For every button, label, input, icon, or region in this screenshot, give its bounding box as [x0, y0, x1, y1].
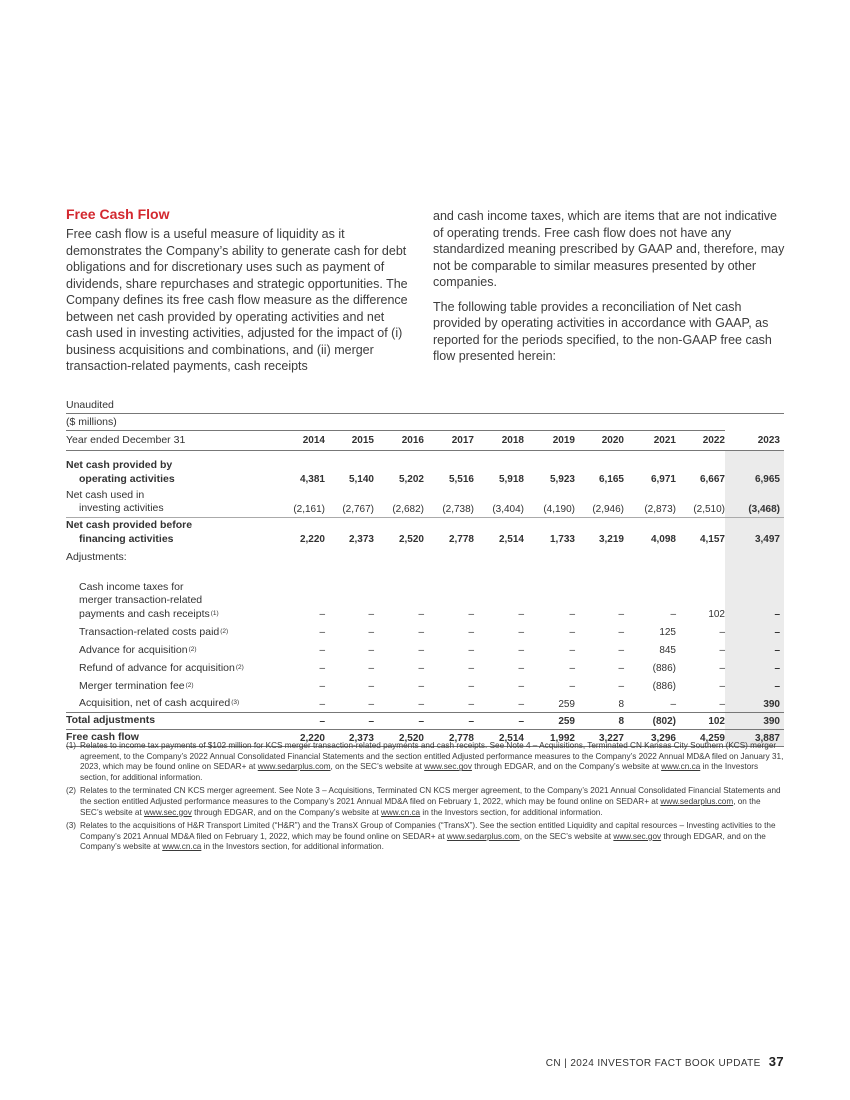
row-label-line [66, 533, 268, 547]
year-header: 2014 [268, 430, 325, 451]
units-label: ($ millions) [66, 416, 117, 428]
footnote-link[interactable]: www.cn.ca [661, 762, 701, 772]
table-header-row [66, 430, 784, 451]
table-cell: 5,202 [398, 474, 424, 485]
row-label [66, 676, 268, 694]
table-cell [325, 547, 374, 565]
footer-text: CN | 2024 INVESTOR FACT BOOK UPDATE [545, 1058, 761, 1069]
table-cell: – [624, 694, 676, 712]
table-cell: – [569, 645, 575, 656]
footnote [66, 786, 784, 818]
footnote-marker: (2) [188, 645, 197, 653]
footnote-text: , on the SEC’s website at [330, 762, 425, 772]
table-row [66, 658, 784, 676]
year-header: 2022 [676, 430, 725, 451]
table-cell: (2,510) [676, 487, 725, 517]
table-cell: 5,923 [549, 474, 575, 485]
table-row [66, 517, 784, 547]
row-label [66, 694, 268, 712]
table-cell: – [319, 609, 325, 620]
table-cell: (3,404) [474, 487, 524, 517]
table-cell: – [569, 681, 575, 692]
table-cell: 3,219 [598, 534, 624, 545]
row-label-line [79, 626, 268, 640]
section-heading: Free Cash Flow [66, 206, 170, 222]
table-cell: (886) [652, 681, 676, 692]
row-label-line [79, 697, 268, 711]
row-label-text: merger transaction-related [79, 594, 203, 606]
table-cell: 5,918 [498, 474, 524, 485]
table-cell: – [618, 627, 624, 638]
row-label-line [66, 459, 268, 473]
row-label [66, 622, 268, 640]
table-cell: – [719, 663, 725, 674]
year-header: 2015 [325, 430, 374, 451]
table-cell: – [518, 627, 524, 638]
table-cell [374, 547, 424, 565]
table-cell: – [725, 622, 784, 640]
table-cell: 8 [575, 712, 624, 729]
table-cell: – [518, 663, 524, 674]
table-row [66, 451, 784, 488]
row-label-text: Advance for acquisition [79, 643, 188, 656]
table-cell: – [268, 694, 325, 712]
table-cell: 6,165 [598, 474, 624, 485]
table-cell: 3,497 [725, 517, 784, 547]
table-cell: – [719, 681, 725, 692]
table-cell: – [325, 712, 374, 729]
row-label-line [79, 644, 268, 658]
table-cell: – [368, 627, 374, 638]
table-cell: – [670, 609, 676, 620]
row-label-line [79, 581, 268, 595]
footnote-text: Relates to the acquisitions of H&R Transport Limited (“H&R”) and the TransX Group of Companies (“TransX”). See the section entitled Liquidity and capital resources – Investing activities to the Company’s 2021 Annual MD&A filed on February 1, 2022, which may be found online on SEDAR+ at [80, 821, 776, 841]
row-label [66, 517, 268, 547]
footnote-text: in the Investors section, for additional information. [420, 807, 603, 817]
table-cell: 2,778 [424, 729, 474, 746]
table-cell: 2,220 [268, 729, 325, 746]
table-cell: – [368, 645, 374, 656]
table-row [66, 712, 784, 729]
row-label-text: Acquisition, net of cash acquired [79, 697, 231, 709]
table-cell: – [618, 609, 624, 620]
table-cell: (3,468) [725, 487, 784, 517]
footnote-link[interactable]: www.sec.gov [613, 831, 662, 841]
table-cell: – [518, 609, 524, 620]
table-cell [676, 547, 725, 565]
footnote-link[interactable]: www.sedarplus.com [446, 831, 520, 841]
footnote-text: , on the SEC’s website at [80, 796, 761, 817]
table-cell: 390 [725, 712, 784, 729]
year-header: 2016 [374, 430, 424, 451]
row-label-line [79, 594, 268, 608]
table-cell: – [618, 645, 624, 656]
table-cell: (2,738) [424, 487, 474, 517]
footnote-text: in the Investors section, for additional information. [80, 762, 759, 782]
footnote-link[interactable]: www.sedarplus.com [660, 796, 734, 806]
table-top-rule [66, 413, 784, 414]
footnote-text: Relates to the terminated CN KCS merger agreement. See Note 3 – Acquisitions, Terminated CN KCS merger agreement, to the Company’s 2021 Annual Consolidated Financial Statements and the section entitled Adjusted performance measures to the Company’s 2021 Annual MD&A filed on February 1, 2022, which may be found online on SEDAR+ at [80, 786, 781, 806]
row-label-line [66, 502, 268, 516]
table-cell: – [719, 627, 725, 638]
row-label [66, 451, 268, 488]
table-cell: – [424, 694, 474, 712]
row-label-line [66, 519, 268, 533]
footnote-text: Relates to income tax payments of $102 million for KCS merger transaction-related payments and cash receipts. See Note 4 – Acquisitions, Terminated CN Kansas City Southern (KCS) merger agreement, to the Company’s 2022 Annual Consolidated Financial Statements and the section entitled Adjusted performance measures to the Company’s 2022 Annual MD&A filed on January 31, 2023, which may be found online on SEDAR+ at [80, 741, 784, 772]
table-cell: – [468, 609, 474, 620]
table-cell [575, 547, 624, 565]
table-cell: – [418, 663, 424, 674]
row-label-text: Cash income taxes for [79, 580, 184, 593]
table-cell: 6,965 [725, 451, 784, 488]
table-cell: (4,190) [524, 487, 575, 517]
table-cell: 2,520 [374, 729, 424, 746]
table-cell [424, 547, 474, 565]
table-cell: 2,373 [348, 534, 374, 545]
footnote-link[interactable]: www.sec.gov [144, 807, 192, 817]
table-cell: 3,227 [575, 729, 624, 746]
table-cell: 2,778 [448, 534, 474, 545]
table-cell: 4,157 [699, 534, 725, 545]
row-label [66, 487, 268, 517]
table-cell: – [418, 627, 424, 638]
table-row [66, 565, 784, 622]
table-cell: – [618, 681, 624, 692]
row-label-text: Net cash provided before [66, 519, 193, 531]
table-row [66, 694, 784, 712]
table-cell: – [468, 645, 474, 656]
table-cell: – [418, 681, 424, 692]
table-cell: (886) [652, 663, 676, 674]
intro-paragraph-2: and cash income taxes, which are items that are not indicative of operating trends. Free cash flow does not have any standardized meaning prescribed by GAAP and, therefore, may not be comparable to similar measures presented by other companies. [433, 209, 785, 289]
table-cell: – [374, 694, 424, 712]
table-cell: – [468, 681, 474, 692]
intro-paragraph-3: The following table provides a reconciliation of Net cash provided by operating activities in accordance with GAAP, as reported for the periods specified, to the non-GAAP free cash flow presented herein: [433, 299, 772, 363]
table-cell: – [368, 681, 374, 692]
table-cell: 2,373 [325, 729, 374, 746]
table-cell: – [569, 609, 575, 620]
table-cell: – [325, 694, 374, 712]
table-cell: (2,161) [268, 487, 325, 517]
table-cell: 102 [676, 712, 725, 729]
table-cell: – [374, 712, 424, 729]
table-cell: – [725, 565, 784, 622]
year-header: 2017 [424, 430, 474, 451]
table-cell: 5,140 [348, 474, 374, 485]
row-label [66, 547, 268, 565]
table-cell: – [569, 663, 575, 674]
table-cell: – [319, 663, 325, 674]
footnote-text: through EDGAR, and on the Company’s website at [191, 807, 381, 817]
row-label-text: Adjustments: [66, 550, 127, 563]
footnote-number: (3) [66, 821, 77, 831]
table-cell: (2,767) [325, 487, 374, 517]
footnote-text: through EDGAR, and on the Company’s website at [471, 762, 662, 772]
row-label-line [79, 662, 268, 676]
row-label-text: investing activities [79, 502, 164, 514]
table-cell: – [719, 645, 725, 656]
table-cell: 259 [524, 694, 575, 712]
table-cell: 4,098 [650, 534, 676, 545]
table-cell: – [319, 681, 325, 692]
footnote-marker: (2) [185, 681, 194, 689]
table-row [66, 622, 784, 640]
row-label-line [66, 551, 268, 565]
year-header: 2023 [725, 430, 784, 451]
footnote-marker: (3) [231, 699, 240, 706]
footnote-number: (1) [66, 741, 77, 750]
table-cell [524, 547, 575, 565]
table-cell: 4,259 [676, 729, 725, 746]
table-cell: 6,667 [699, 474, 725, 485]
intro-left-column [66, 226, 414, 375]
table-cell: – [725, 640, 784, 658]
table-cell: 1,733 [549, 534, 575, 545]
table-cell: 2,520 [398, 534, 424, 545]
row-label-line [79, 608, 268, 622]
row-label [66, 658, 268, 676]
table-cell [725, 547, 784, 565]
intro-paragraph-1: Free cash flow is a useful measure of liquidity as it demonstrates the Company’s ability to generate cash for debt obligations and for discretionary uses such as payment of dividends, share repurchases and strategic opportunities. The Company defines its free cash flow measure as the difference between net cash provided by operating activities and net cash used in investing activities, adjusted for the impact of (i) business acquisitions and combinations, and (ii) merger transaction-related payments, cash receipts [66, 227, 408, 373]
table-cell: – [319, 627, 325, 638]
row-label-text: Transaction-related costs paid [79, 625, 220, 638]
table-cell: – [268, 712, 325, 729]
year-header: 2018 [474, 430, 524, 451]
table-cell: 102 [708, 609, 725, 620]
table-cell: 4,381 [299, 474, 325, 485]
table-cell: 6,971 [650, 474, 676, 485]
page-number: 37 [768, 1054, 784, 1069]
footnote [66, 741, 784, 783]
row-label [66, 640, 268, 658]
row-label-text: Total adjustments [66, 714, 156, 726]
footnote-link[interactable]: www.sec.gov [424, 762, 472, 772]
row-label-text: Net cash used in [66, 488, 145, 501]
unaudited-label: Unaudited [66, 399, 114, 411]
table-cell: 3,887 [725, 729, 784, 746]
year-header: 2021 [624, 430, 676, 451]
table-cell: 8 [575, 694, 624, 712]
footnote-link[interactable]: www.sedarplus.com [257, 762, 331, 772]
table-cell: 390 [725, 694, 784, 712]
table-cell: (2,682) [374, 487, 424, 517]
row-label-line [66, 473, 268, 487]
table-cell: – [518, 645, 524, 656]
table-cell: – [468, 627, 474, 638]
footnote-marker: (2) [235, 663, 244, 671]
table-cell: 1,992 [524, 729, 575, 746]
table-cell: 2,220 [299, 534, 325, 545]
footnote-marker: (1) [210, 609, 219, 617]
free-cash-flow-table [66, 430, 784, 747]
footnote [66, 821, 784, 853]
table-cell: – [474, 712, 524, 729]
table-cell: – [474, 694, 524, 712]
table-cell: – [569, 627, 575, 638]
table-cell: 259 [524, 712, 575, 729]
year-header: 2020 [575, 430, 624, 451]
table-cell: – [368, 609, 374, 620]
table-cell: – [368, 663, 374, 674]
table-row [66, 547, 784, 565]
footnote-link[interactable]: www.cn.ca [380, 807, 421, 817]
row-label-text: Free cash flow [66, 731, 139, 743]
table-cell: – [518, 681, 524, 692]
table-row [66, 487, 784, 517]
table-row [66, 676, 784, 694]
table-cell: – [418, 645, 424, 656]
table-cell: – [468, 663, 474, 674]
row-label-text: Net cash provided by [66, 459, 173, 471]
table-cell: 5,516 [448, 474, 474, 485]
row-label-text: Merger termination fee [79, 679, 185, 692]
footnote-marker: (2) [220, 627, 229, 635]
row-label-line [66, 489, 268, 503]
table-cell: 3,296 [624, 729, 676, 746]
table-row [66, 640, 784, 658]
table-cell: 845 [659, 645, 676, 656]
table-cell: – [725, 658, 784, 676]
page-footer [546, 1054, 784, 1069]
table-cell: (2,946) [575, 487, 624, 517]
footnote-text: , on the SEC’s website at [519, 831, 614, 841]
table-cell: 2,514 [474, 729, 524, 746]
footnote-number: (2) [66, 786, 77, 796]
table-cell: (802) [624, 712, 676, 729]
row-label [66, 565, 268, 622]
table-cell: – [319, 645, 325, 656]
table-cell: 2,514 [498, 534, 524, 545]
footnotes [66, 741, 784, 856]
intro-right-column [433, 208, 788, 365]
footnote-link[interactable]: www.cn.ca [162, 842, 202, 852]
table-cell [268, 547, 325, 565]
year-header: 2019 [524, 430, 575, 451]
row-label-text: Refund of advance for acquisition [79, 661, 235, 674]
row-label-text: financing activities [79, 532, 174, 545]
table-cell: – [725, 676, 784, 694]
row-label-text: operating activities [79, 472, 175, 485]
year-header-label: Year ended December 31 [66, 430, 268, 451]
table-cell: – [418, 609, 424, 620]
table-cell [474, 547, 524, 565]
footnote-text: in the Investors section, for additional information. [201, 842, 384, 852]
table-cell: (2,873) [624, 487, 676, 517]
row-label-text: payments and cash receipts [79, 607, 210, 620]
row-label-line [79, 680, 268, 694]
table-cell: – [618, 663, 624, 674]
table-cell: – [424, 712, 474, 729]
row-label-line [66, 714, 268, 728]
table-cell [624, 547, 676, 565]
footnote-text: through EDGAR, and on the Company’s website at [80, 831, 766, 852]
row-label [66, 712, 268, 729]
table-cell: 125 [659, 627, 676, 638]
table-cell: – [676, 694, 725, 712]
